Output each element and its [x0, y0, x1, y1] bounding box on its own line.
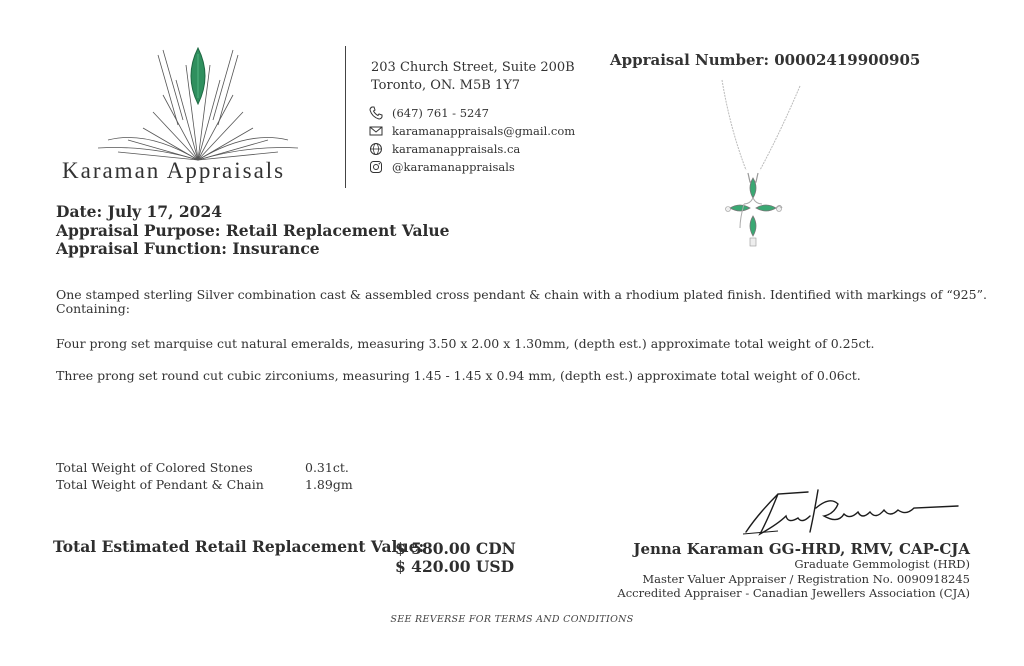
- instagram-icon: [369, 160, 383, 174]
- appraiser-title-1: Graduate Gemmologist (HRD): [794, 557, 970, 571]
- instagram-handle: @karamanappraisals: [392, 160, 515, 174]
- total-value-usd: $ 420.00 USD: [395, 557, 515, 576]
- mail-icon: [369, 124, 383, 138]
- phone-icon: [369, 106, 383, 120]
- website-url: karamanappraisals.ca: [392, 142, 521, 156]
- contact-email: [369, 124, 575, 138]
- contact-phone: [369, 106, 489, 120]
- description-line-1: One stamped sterling Silver combination cast & assembled cross pendant & chain with a rhodium plated finish. Identified with markings of “925”.: [56, 287, 987, 302]
- contact-website: [369, 142, 520, 156]
- contact-instagram: [369, 160, 515, 174]
- appraiser-name: Jenna Karaman GG-HRD, RMV, CAP-CJA: [633, 540, 970, 558]
- total-value-label: Total Estimated Retail Replacement Value:: [53, 537, 425, 556]
- pendant-photo: [700, 78, 810, 258]
- total-value-cdn: $ 580.00 CDN: [395, 539, 516, 558]
- weight-value: 1.89gm: [305, 477, 353, 492]
- appraisal-date: Date: July 17, 2024: [56, 202, 223, 221]
- terms-footer: SEE REVERSE FOR TERMS AND CONDITIONS: [390, 614, 634, 625]
- address-line-2: Toronto, ON. M5B 1Y7: [371, 78, 521, 93]
- brand-name: Karaman Appraisals: [62, 158, 286, 183]
- weight-value: 0.31ct.: [305, 460, 349, 475]
- appraisal-purpose: Appraisal Purpose: Retail Replacement Value: [56, 221, 450, 240]
- header-divider: [345, 46, 346, 188]
- emeralds-description: Four prong set marquise cut natural emeralds, measuring 3.50 x 2.00 x 1.30mm, (depth est.) approximate total weight of 0.25ct.: [56, 336, 875, 351]
- address-line-1: 203 Church Street, Suite 200B: [371, 60, 575, 75]
- phone-number: (647) 761 - 5247: [392, 106, 489, 120]
- appraiser-title-3: Accredited Appraiser - Canadian Jewellers Association (CJA): [617, 586, 970, 600]
- email-address: karamanappraisals@gmail.com: [392, 124, 576, 138]
- weight-label: Total Weight of Pendant & Chain: [56, 477, 264, 492]
- appraiser-title-2: Master Valuer Appraiser / Registration No. 0090918245: [642, 572, 970, 586]
- description-line-2: Containing:: [56, 301, 130, 316]
- globe-icon: [369, 142, 383, 156]
- logo-emblem: [88, 40, 308, 170]
- zirconiums-description: Three prong set round cut cubic zirconiums, measuring 1.45 - 1.45 x 0.94 mm, (depth est.) approximate total weight of 0.06ct.: [56, 368, 861, 383]
- weight-label: Total Weight of Colored Stones: [56, 460, 253, 475]
- appraiser-signature: [738, 484, 963, 544]
- appraisal-function: Appraisal Function: Insurance: [56, 239, 320, 258]
- appraisal-number: Appraisal Number: 00002419900905: [610, 51, 921, 69]
